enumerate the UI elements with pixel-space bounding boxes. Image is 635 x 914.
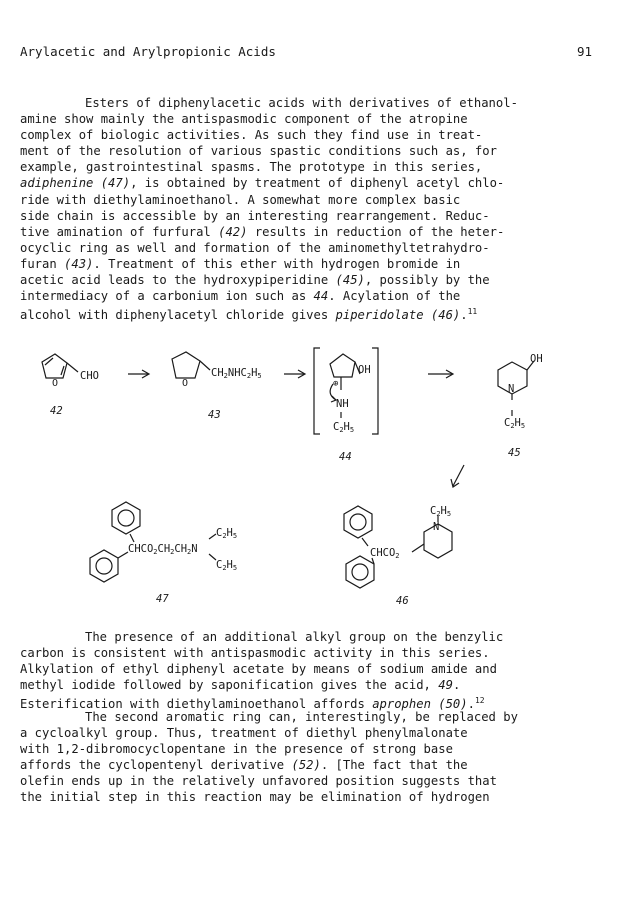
- ethyl-label: C2H5: [216, 527, 238, 540]
- text-line: the initial step in this reaction may be elimination of hydrogen: [20, 790, 490, 805]
- paragraph-alkyl: [20, 629, 580, 712]
- compound-ref: (42): [218, 224, 248, 239]
- text-line: Alkylation of ethyl diphenyl acetate by means of sodium amide and: [20, 662, 497, 677]
- drug-name-aprophen: aprophen (50): [372, 697, 468, 712]
- text-line: Esters of diphenylacetic acids with derivatives of ethanol-: [85, 96, 518, 110]
- phenyl-ring: [344, 506, 372, 538]
- aminomethyl-label: CH2NHC2H5: [211, 367, 262, 380]
- thf-ring-43: [172, 352, 200, 378]
- text-line: tive amination of furfural (42) results in reduction of the heter-: [20, 224, 505, 239]
- text-line: acetic acid leads to the hydroxypiperidine (45), possibly by the: [20, 273, 490, 288]
- page-number: 91: [576, 44, 592, 59]
- text-line: carbon is consistent with antispasmodic activity in this series.: [20, 646, 490, 661]
- text-line: ment of the resolution of various spastic conditions such as, for: [20, 144, 497, 159]
- compound-ref: 44: [313, 289, 329, 304]
- ethyl-label: C2H5: [333, 421, 355, 434]
- scheme-labels: [50, 353, 543, 607]
- drug-name-piperidolate: piperidolate (46): [335, 308, 461, 323]
- paragraph-esters: [20, 95, 580, 323]
- text-line: olefin ends up in the relatively unfavored position suggests that: [20, 774, 497, 789]
- compound-number-45: 45: [508, 447, 521, 459]
- text-line: methyl iodide followed by saponification gives the acid, 49.: [20, 678, 461, 693]
- text-line: The second aromatic ring can, interestingly, be replaced by: [85, 710, 518, 724]
- nitrogen-label: N: [433, 521, 440, 533]
- ring-44: [330, 354, 355, 377]
- text-line: The presence of an additional alkyl group on the benzylic: [85, 630, 504, 644]
- text-line: Esterification with diethylaminoethanol affords aprophen (50).$^{12}$: [20, 696, 485, 712]
- ring-oxygen-label: O: [182, 378, 189, 389]
- text-line: example, gastrointestinal spasms. The prototype in this series,: [20, 160, 483, 175]
- compound-number-47: 47: [156, 593, 169, 605]
- ethyl-label: C2H5: [216, 559, 238, 572]
- text-line: adiphenine (47), is obtained by treatment of diphenyl acetyl chlo-: [20, 176, 505, 191]
- reference-superscript: 11: [467, 307, 478, 317]
- reference-superscript: 12: [474, 696, 485, 706]
- ethyl-label: C2H5: [430, 505, 452, 518]
- ethyl-label: C2H5: [504, 417, 526, 430]
- compound-number-43: 43: [208, 409, 221, 421]
- phenyl-ring: [346, 556, 374, 588]
- compound-ref: (52): [291, 758, 321, 773]
- compound-number-46: 46: [396, 595, 409, 607]
- text-line: furan (43). Treatment of this ether with hydrogen bromide in: [20, 256, 461, 271]
- text-line: with 1,2-dibromocyclopentane in the presence of strong base: [20, 742, 453, 757]
- reaction-scheme: [0, 330, 635, 620]
- drug-name-adiphenine: adiphenine (47): [20, 176, 131, 191]
- ring-oxygen-label: O: [52, 378, 59, 389]
- phenyl-ring: [112, 502, 140, 534]
- text-line: intermediacy of a carbonium ion such as 44. Acylation of the: [20, 289, 461, 304]
- bracket-left: [314, 348, 320, 434]
- compound-ref: 49: [438, 678, 453, 693]
- text-line: ocyclic ring as well and formation of the aminomethyltetrahydro-: [20, 240, 490, 255]
- amine-label: NH: [336, 398, 349, 410]
- nitrogen-label: N: [508, 383, 515, 395]
- scheme-lines: [42, 348, 534, 588]
- carbonium-charge: ⊕: [333, 379, 339, 389]
- ester-label: CHCO2: [370, 547, 400, 560]
- paragraph-cycloalkyl: [20, 709, 580, 806]
- text-line: complex of biologic activities. As such they find use in treat-: [20, 128, 483, 143]
- text-line: a cycloalkyl group. Thus, treatment of diethyl phenylmalonate: [20, 726, 468, 741]
- compound-number-42: 42: [50, 405, 63, 417]
- hydroxyl-label: OH: [530, 353, 543, 365]
- text-line: affords the cyclopentenyl derivative (52). [The fact that the: [20, 758, 468, 773]
- compound-ref: (45): [335, 273, 365, 288]
- ester-chain-label: CHCO2CH2CH2N: [128, 543, 198, 556]
- hydroxyl-label: OH: [358, 364, 371, 376]
- phenyl-ring: [90, 550, 118, 582]
- page-header: [20, 44, 592, 64]
- text-line: side chain is accessible by an interesting rearrangement. Reduc-: [20, 208, 490, 223]
- compound-ref: (43): [64, 256, 94, 271]
- aldehyde-label: CHO: [80, 370, 99, 382]
- bracket-right: [372, 348, 378, 434]
- compound-number-44: 44: [339, 451, 352, 463]
- text-line: amine show mainly the antispasmodic component of the atropine: [20, 112, 468, 127]
- text-line: alcohol with diphenylacetyl chloride gives piperidolate (46).$^{11}$: [20, 307, 478, 323]
- text-line: ride with diethylaminoethanol. A somewhat more complex basic: [20, 192, 461, 207]
- running-title: Arylacetic and Arylpropionic Acids: [20, 44, 276, 59]
- furan-ring-42: [42, 354, 67, 378]
